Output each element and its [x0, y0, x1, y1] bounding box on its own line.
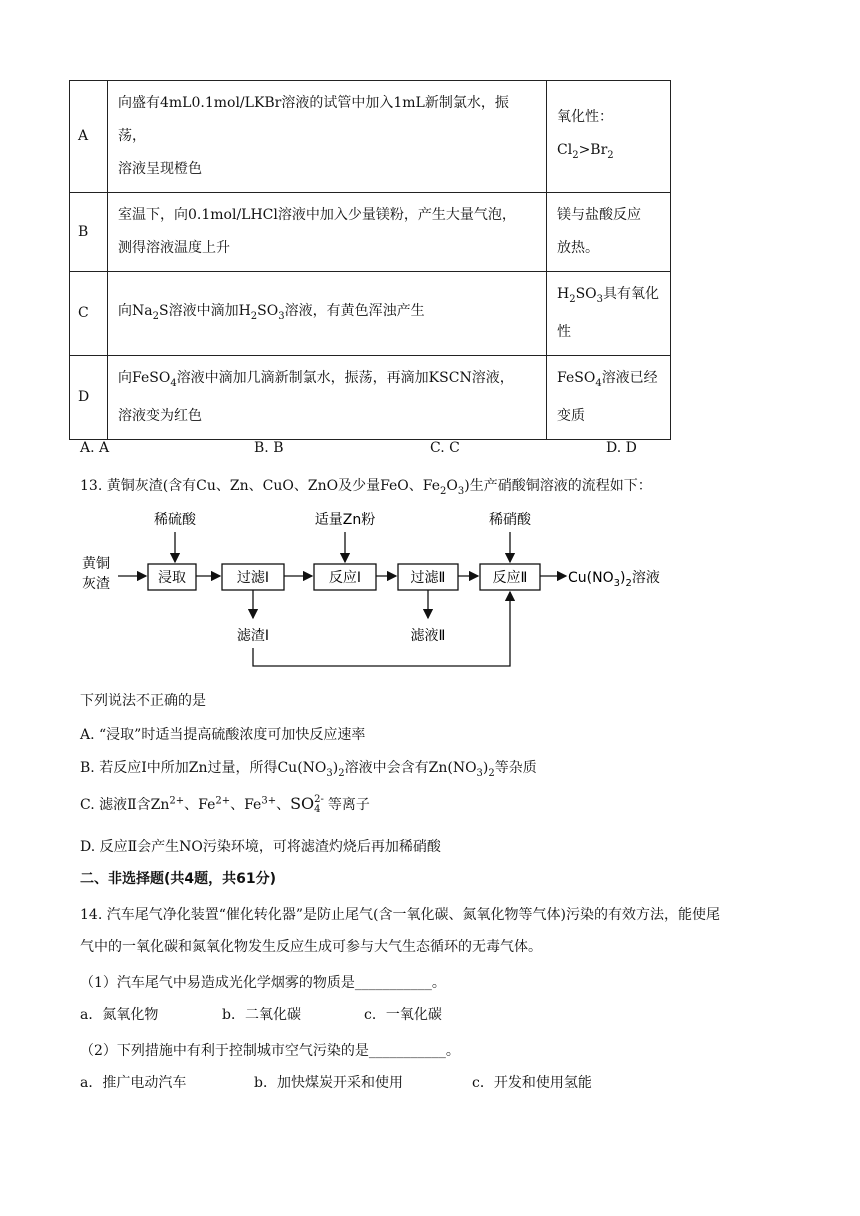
residue-1-label: 滤渣Ⅰ — [236, 628, 270, 644]
recycle-arrow — [253, 592, 510, 666]
step-label-filter-2: 过滤Ⅱ — [410, 570, 446, 586]
row-label: A — [70, 81, 108, 193]
subquestion-2-option-a[interactable]: a．推广电动汽车 — [80, 1075, 187, 1091]
row-label: D — [70, 355, 108, 439]
process-flow-diagram — [0, 500, 860, 680]
options-table — [69, 80, 671, 440]
row-label: B — [70, 193, 108, 272]
question-13-stem: 下列说法不正确的是 — [80, 693, 206, 709]
option-d[interactable]: D. 反应Ⅱ会产生NO污染环境，可将滤渣灼烧后再加稀硝酸 — [80, 839, 441, 855]
subquestion-1-option-b[interactable]: b．二氧化碳 — [222, 1007, 301, 1023]
subquestion-2-option-c[interactable]: c．开发和使用氢能 — [472, 1075, 592, 1091]
answer-choice-d[interactable]: D. D — [606, 440, 637, 456]
step-label-leach: 浸取 — [158, 570, 186, 586]
product-label: $Cu(NO_3)_2$溶液 — [568, 570, 660, 589]
step-label-reaction-1: 反应Ⅰ — [328, 570, 362, 586]
option-a[interactable]: A. “浸取”时适当提高硫酸浓度可加快反应速率 — [80, 727, 366, 743]
answer-choice-c[interactable]: C. C — [430, 440, 460, 456]
operation-cell: 向盛有4mL0.1mol/LKBr溶液的试管中加入1mL新制氯水，振荡， 溶液呈现橙色 — [108, 81, 547, 193]
operation-cell: 向FeSO$_4$溶液中滴加几滴新制氯水，振荡，再滴加KSCN溶液， 溶液变为红色 — [108, 355, 547, 439]
subquestion-2: （2）下列措施中有利于控制城市空气污染的是___________。 — [80, 1043, 460, 1059]
subquestion-2-option-b[interactable]: b．加快煤炭开采和使用 — [254, 1075, 403, 1091]
input-label-2: 灰渣 — [82, 576, 110, 592]
conclusion-cell: FeSO$_4$溶液已经 变质 — [547, 355, 671, 439]
conclusion-cell: 镁与盐酸反应 放热。 — [547, 193, 671, 272]
reagent-zn-powder: 适量Zn粉 — [314, 512, 376, 528]
question-13-text: 13. 黄铜灰渣(含有Cu、Zn、CuO、ZnO及少量FeO、$Fe_2O_3$)生产硝酸铜溶液的流程如下： — [80, 478, 652, 497]
subquestion-1-option-a[interactable]: a．氮氧化物 — [80, 1007, 159, 1023]
reagent-dilute-h2so4: 稀硫酸 — [154, 512, 196, 528]
option-c[interactable]: C. 滤液Ⅱ含$Zn^{2+}$、$Fe^{2+}$、$Fe^{3+}$、SO 2- 4 等离子 — [80, 794, 370, 815]
option-b[interactable]: B. 若反应Ⅰ中所加Zn过量，所得$Cu(NO_3)_2$溶液中会含有$Zn(NO_3)_2$等杂质 — [80, 760, 537, 779]
answer-choice-a[interactable]: A. A — [80, 440, 110, 456]
conclusion-cell: $H_2SO_3$具有氧化 性 — [547, 272, 671, 356]
step-label-reaction-2: 反应Ⅱ — [492, 570, 528, 586]
conclusion-cell: 氧化性：$Cl_2>Br_2$ — [547, 81, 671, 193]
operation-cell: 室温下，向0.1mol/LHCl溶液中加入少量镁粉，产生大量气泡， 测得溶液温度上升 — [108, 193, 547, 272]
step-label-filter-1: 过滤Ⅰ — [236, 570, 270, 586]
reagent-dilute-hno3: 稀硝酸 — [489, 512, 531, 528]
input-label-1: 黄铜 — [82, 556, 110, 572]
filtrate-2-label: 滤液Ⅱ — [410, 628, 446, 644]
table-row — [70, 355, 671, 439]
section-heading: 二、非选择题(共4题，共61分) — [80, 871, 277, 887]
answer-choice-b[interactable]: B. B — [254, 440, 284, 456]
table-row — [70, 272, 671, 356]
subquestion-1: （1）汽车尾气中易造成光化学烟雾的物质是___________。 — [80, 975, 446, 991]
subquestion-1-option-c[interactable]: c．一氧化碳 — [364, 1007, 442, 1023]
operation-cell: 向$Na_2S$溶液中滴加$H_2SO_3$溶液，有黄色浑浊产生 — [108, 272, 547, 356]
question-14-line-2: 气中的一氧化碳和氮氧化物发生反应生成可参与大气生态循环的无毒气体。 — [80, 939, 542, 955]
row-label: C — [70, 272, 108, 356]
table-row — [70, 81, 671, 193]
table-row — [70, 193, 671, 272]
question-14-line-1: 14. 汽车尾气净化装置“催化转化器”是防止尾气(含一氧化碳、氮氧化物等气体)污染的有效方法，能使尾 — [80, 907, 720, 923]
